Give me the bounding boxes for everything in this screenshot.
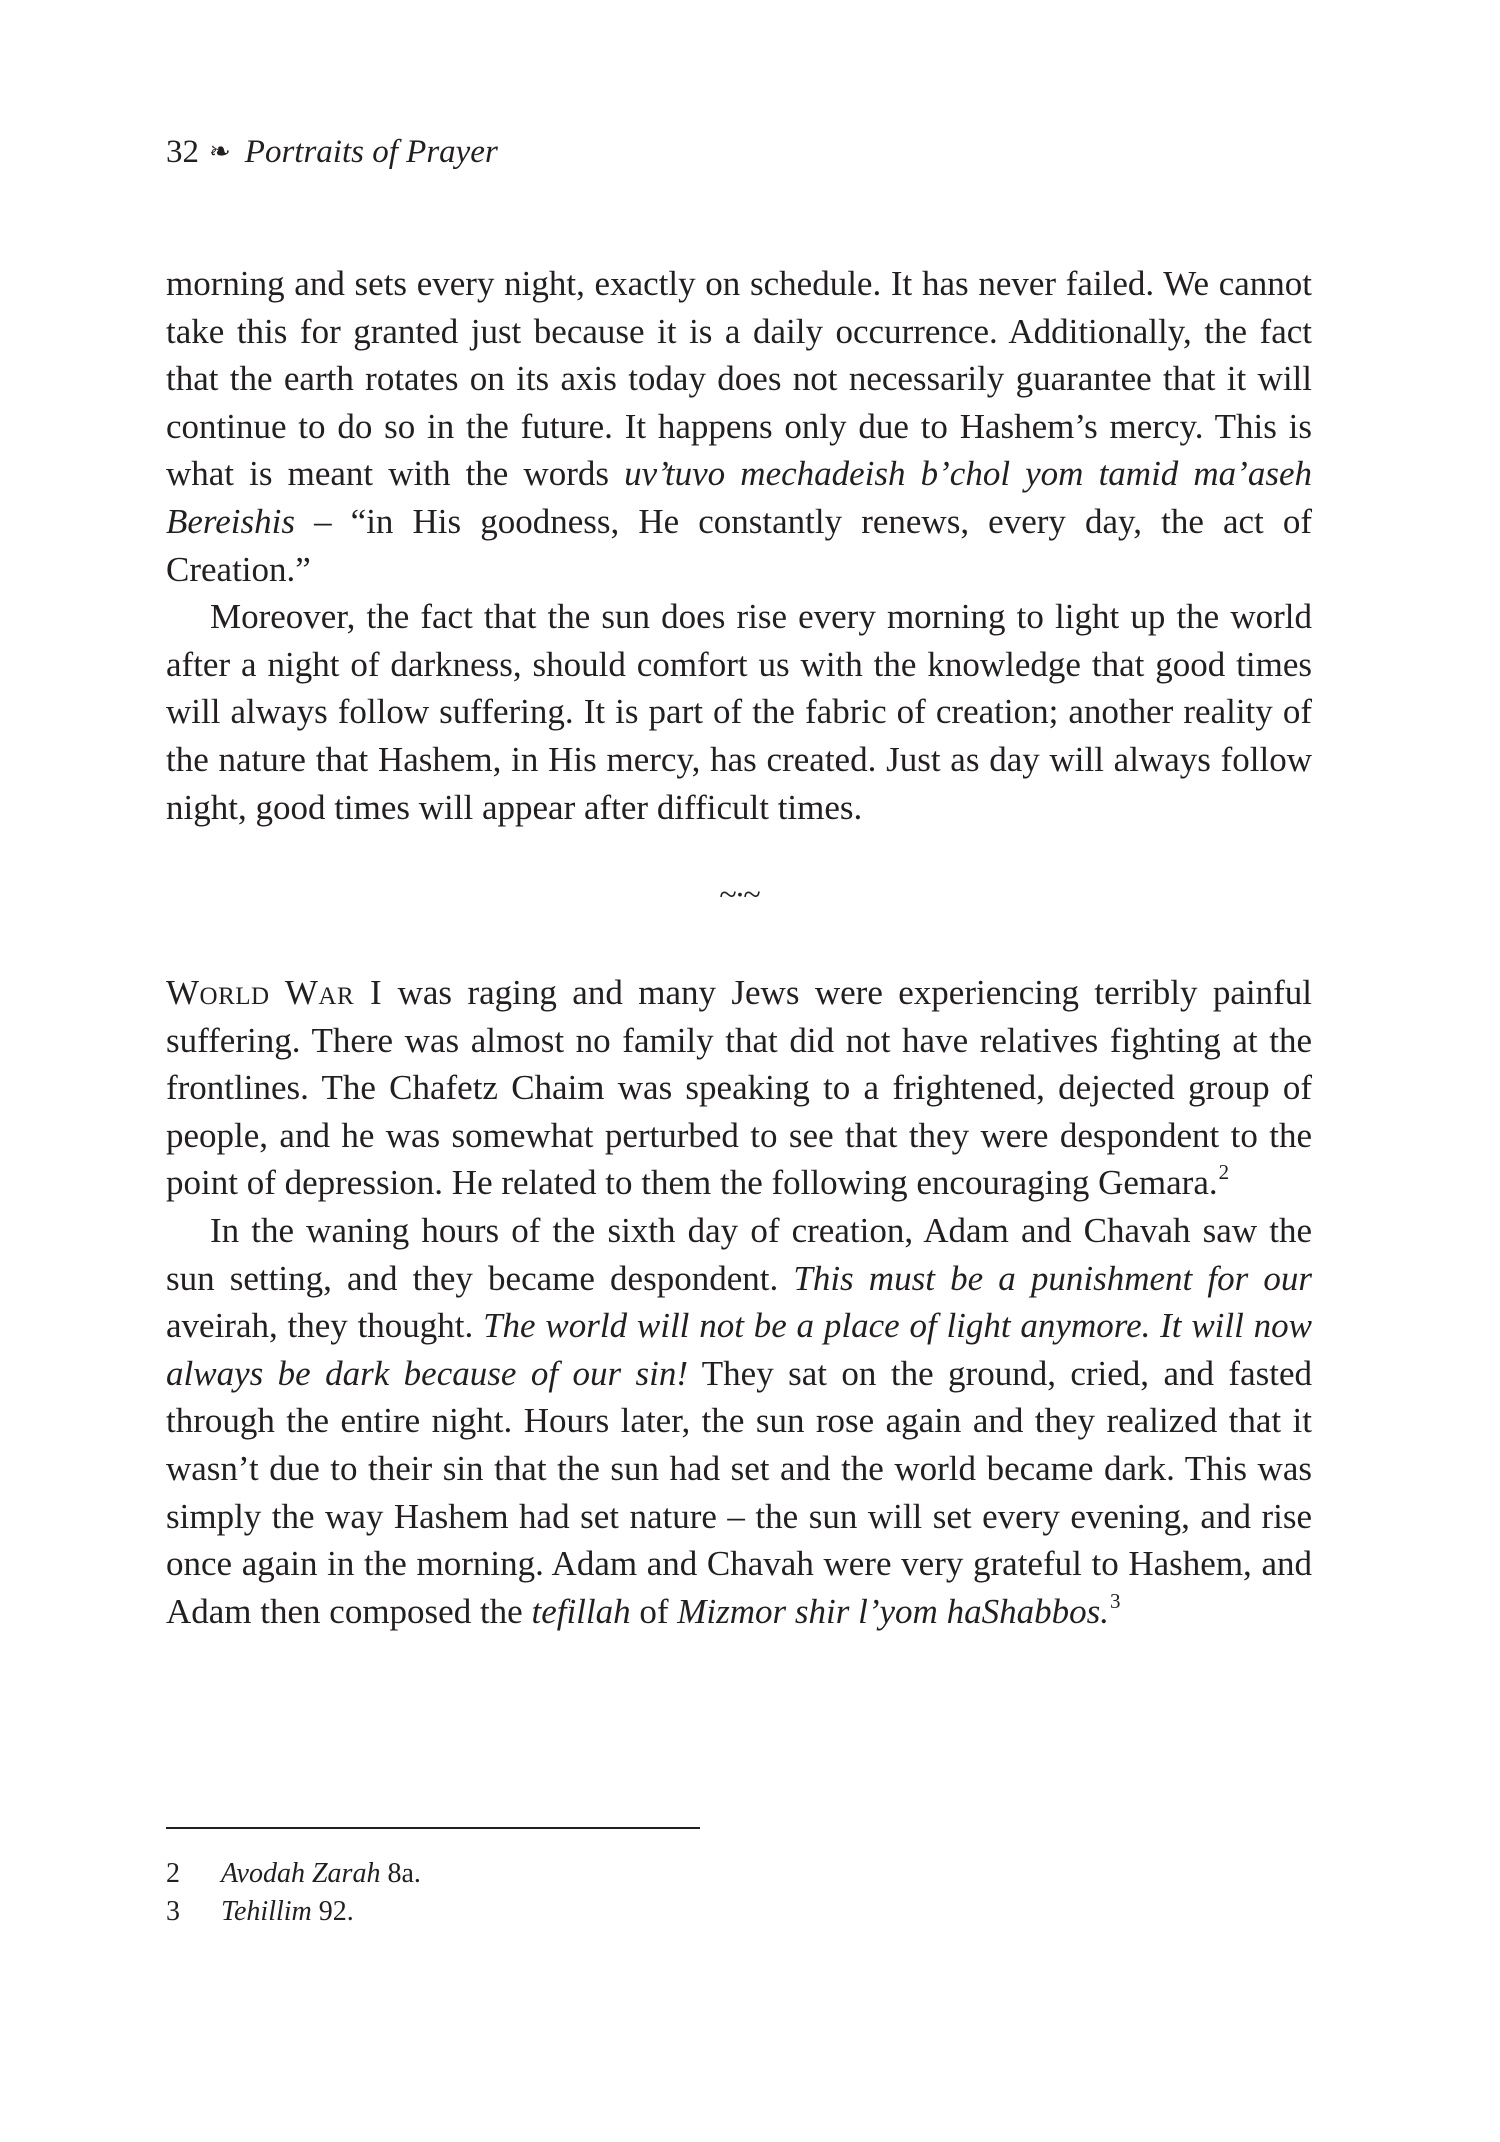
footnote-reference: 3 [1109, 1588, 1121, 1613]
footnote-ref: 8a. [380, 1858, 421, 1889]
footnote-source: Avodah Zarah [221, 1858, 381, 1889]
running-head [166, 132, 498, 172]
fleuron-icon: ❧ [209, 137, 231, 166]
italic-thought: This must be a punishment for our [793, 1258, 1312, 1298]
paragraph-text: aveirah, they thought. [166, 1306, 484, 1346]
paragraph-adam-chavah [166, 1207, 1312, 1635]
footnote-divider [166, 1827, 700, 1829]
paragraph-text: – “in His goodness, He constantly renews, every day, the act of Creation.” [166, 501, 1312, 589]
footnote-number: 2 [166, 1858, 180, 1889]
paragraph-text: of [630, 1591, 678, 1631]
footnote-reference: 2 [1218, 1160, 1230, 1185]
footnotes [166, 1855, 1312, 1931]
footnote-ref: 92. [311, 1896, 354, 1927]
hebrew-phrase: uv’tuvo mechadeish b’chol yom tamid ma’aseh Bereishis [166, 454, 1312, 541]
paragraph-text: was raging and many Jews were experiencing terribly painful suffering. There was almost no family that did not have relatives fighting at the frontlines. The Chafetz Chaim was speaking to a frightened, dejected group of people, and he was somewhat perturbed to see that they were despondent to the point of depression. He related to them the following encouraging Gemara. [166, 973, 1312, 1203]
footnote-source: Tehillim [221, 1896, 312, 1927]
section-lead-in: World War I [166, 973, 383, 1012]
footnote-text [221, 1893, 354, 1931]
paragraph-text: morning and sets every night, exactly on schedule. It has never failed. We cannot take this for granted just because it is a daily occurrence. Additionally, the fact that the earth rotates on its axis today does not necessarily guarantee that it will continue to do so in the future. It happens only due to Hashem’s mercy. This is what is meant with the words [166, 264, 1312, 494]
paragraph-moreover: Moreover, the fact that the sun does rise every morning to light up the world after a night of darkness, should comfort us with the knowledge that good times will always follow suffering. It is part of the fabric of creation; another reality of the nature that Hashem, in His mercy, has created. Just as day will always follow night, good times will appear after difficult times. [166, 597, 1312, 827]
page-number: 32 [166, 134, 199, 170]
paragraph-world-war [166, 969, 1312, 1207]
text-block-upper [166, 260, 1312, 831]
footnote-number: 3 [166, 1896, 180, 1927]
paragraph-text: They sat on the ground, cried, and fasted through the entire night. Hours later, the sun rose again and they realized that it wasn’t due to their sin that the sun had set and the world became dark. This was simply the way Hashem had set nature – the sun will set every evening, and rise once again in the morning. Adam and Chavah were very grateful to Hashem, and Adam then composed the [166, 1353, 1313, 1631]
paragraph-continued [166, 260, 1312, 593]
text-block-lower [166, 969, 1312, 1635]
footnote [166, 1893, 1312, 1931]
section-break-ornament-icon: ~·~ [719, 876, 759, 912]
italic-thought: The world will not be a place of light anymore. It will now always be dark because of our sin! [166, 1306, 1312, 1393]
paragraph-text: In the waning hours of the sixth day of creation, Adam and Chavah saw the sun setting, and they became despondent. [166, 1210, 1312, 1298]
book-title: Portraits of Prayer [244, 134, 498, 170]
hebrew-term: Mizmor shir l’yom haShabbos. [677, 1591, 1109, 1631]
hebrew-term: tefillah [531, 1591, 631, 1631]
footnote-text [221, 1855, 421, 1893]
footnote [166, 1855, 1312, 1893]
